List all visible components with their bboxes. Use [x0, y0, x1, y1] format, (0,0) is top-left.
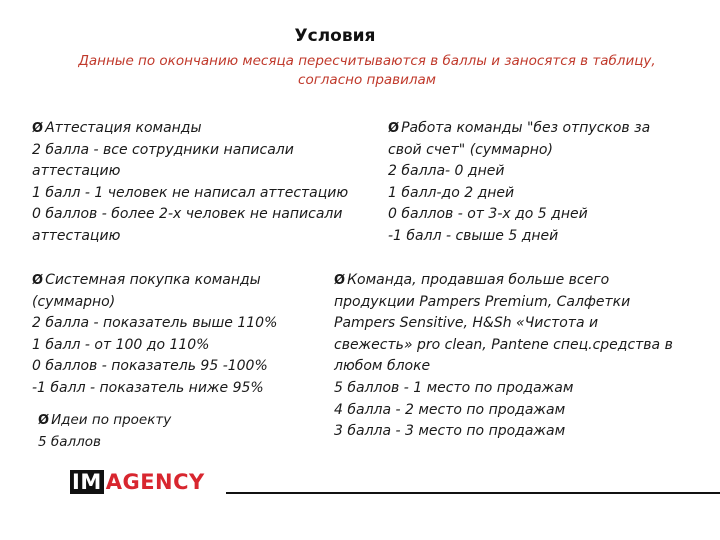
rule-line: 3 балла - 3 место по продажам	[334, 423, 566, 440]
rule-line: 2 балла - показатель выше 110%	[32, 315, 278, 332]
rule-line: 0 баллов - от 3-х до 5 дней	[388, 206, 588, 223]
page-title: Условия	[294, 26, 376, 46]
rule-line: -1 балл - показатель ниже 95%	[32, 379, 264, 396]
block-heading: свежесть» pro clean, Pantene спец.средства в	[334, 336, 673, 353]
subtitle-line: Данные по окончанию месяца пересчитываются в баллы и заносятся в таблицу,	[78, 53, 656, 69]
ideas-block	[38, 410, 171, 453]
logo-name: AGENCY	[105, 470, 205, 494]
rule-line: 1 балл - от 100 до 110%	[32, 336, 210, 353]
rule-line: 5 баллов	[38, 433, 101, 450]
footer-divider	[226, 492, 720, 494]
block-heading: Работа команды "без отпусков за	[401, 120, 651, 136]
subtitle-line: согласно правилам	[298, 72, 436, 88]
rule-line: -1 балл - свыше 5 дней	[388, 227, 559, 244]
rule-line: 4 балла - 2 место по продажам	[334, 401, 566, 418]
block-heading: Аттестация команды	[45, 120, 202, 136]
subtitle	[22, 52, 712, 90]
imagency-logo	[70, 470, 205, 494]
arrow-bullet-icon: Ø	[32, 273, 44, 288]
block-heading: свой счет" (суммарно)	[388, 141, 553, 158]
rule-line: 2 балла- 0 дней	[388, 163, 505, 180]
top-seller-block	[334, 270, 673, 443]
arrow-bullet-icon: Ø	[32, 121, 44, 136]
arrow-bullet-icon: Ø	[334, 273, 346, 288]
rule-line: 5 баллов - 1 место по продажам	[334, 379, 574, 396]
rule-line: аттестацию	[32, 163, 121, 180]
logo-mark: IM	[72, 470, 102, 494]
attestation-block	[32, 118, 348, 248]
block-heading: Идеи по проекту	[51, 412, 172, 428]
rule-line: 1 балл-до 2 дней	[388, 184, 515, 201]
rule-line: 0 баллов - показатель 95 -100%	[32, 358, 268, 375]
arrow-bullet-icon: Ø	[38, 413, 50, 428]
system-purchase-block	[32, 270, 277, 400]
arrow-bullet-icon: Ø	[388, 121, 400, 136]
block-heading: Pampers Sensitive, H&Sh «Чистота и	[334, 315, 599, 332]
rule-line: 1 балл - 1 человек не написал аттестацию	[32, 184, 349, 201]
no-leave-block	[388, 118, 650, 248]
block-heading: Системная покупка команды	[45, 272, 261, 288]
rule-line: аттестацию	[32, 227, 121, 244]
block-heading: любом блоке	[334, 358, 431, 375]
rule-line: 2 балла - все сотрудники написали	[32, 141, 294, 158]
block-heading: Команда, продавшая больше всего	[347, 272, 610, 288]
rule-line: 0 баллов - более 2-х человек не написали	[32, 206, 343, 223]
block-heading: (суммарно)	[32, 293, 116, 310]
block-heading: продукции Pampers Premium, Салфетки	[334, 293, 631, 310]
